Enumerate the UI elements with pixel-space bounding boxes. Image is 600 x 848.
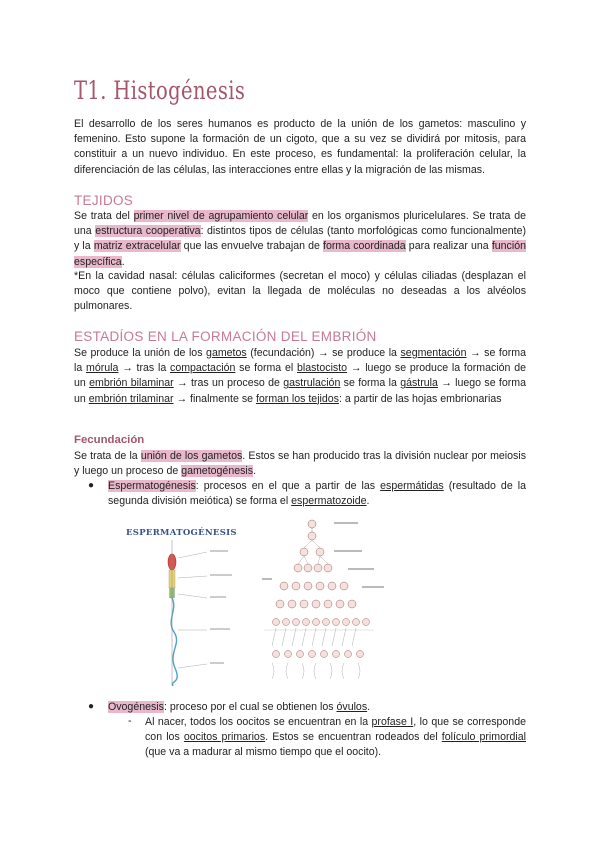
text-run: .: [253, 465, 257, 478]
text-run: → tras un proceso de: [173, 377, 284, 390]
underlined-term: mórula: [86, 362, 119, 375]
fecundacion-paragraph: [74, 449, 526, 479]
text-run: se forma el: [235, 362, 297, 375]
sperm-illustration: [168, 540, 232, 686]
text-run: que las envuelve trabajan de: [180, 240, 324, 253]
underlined-term: blastocisto: [297, 362, 348, 375]
text-run: → tras la: [118, 362, 171, 375]
highlight: Ovogénesis: [108, 701, 164, 713]
text-run: .: [121, 255, 125, 268]
intro-paragraph: El desarrollo de los seres humanos es producto de la unión de los gametos: masculino y femenino. Esto supone la formación de un cigoto, que a su vez se dividirá por mitosis, para constituir a un nuevo individuo. En este proceso, es fundamental: la proliferación celular, la diferenciación de las células, las interacciones entre ellas y la migración de las mismas.: [74, 118, 526, 176]
text-run: se forma la: [340, 377, 401, 390]
underlined-term: óvulos: [336, 701, 368, 713]
text-run: (resultado de la segunda división meiótica) se forma el: [108, 480, 527, 508]
highlight: Espermatogénesis: [108, 480, 196, 492]
text-run: , lo que se corresponde con los: [145, 716, 526, 744]
text-run: . Estos se han producido tras la división nuclear por meiosis y luego un proceso de: [74, 450, 526, 478]
spermatogenesis-figure: [112, 518, 412, 688]
cell-division-tree: [273, 520, 370, 658]
tejidos-paragraph: [74, 209, 526, 270]
underlined-term: oocitos primarios: [183, 731, 266, 744]
text-run: : proceso por el cual se obtienen los: [163, 701, 337, 713]
text-run: .: [367, 701, 371, 713]
section-heading-tejidos: TEJIDOS: [74, 193, 134, 208]
highlight: matriz extracelular: [93, 240, 181, 253]
text-run: → luego se produce la formación de un: [74, 362, 526, 390]
bullet-icon: ●: [88, 701, 95, 712]
dash-marker: -: [128, 715, 132, 727]
section-heading-estadios: ESTADÍOS EN LA FORMACIÓN DEL EMBRIÓN: [74, 329, 377, 344]
highlight: estructura cooperativa: [95, 225, 201, 238]
text-run: (que va a madurar al mismo tiempo que el oocito).: [145, 746, 382, 759]
highlight: función específica: [74, 240, 526, 268]
tejidos-note: *En la cavidad nasal: células caliciformes (secretan el moco) y células ciliadas (desplazan el moco que contiene polvo), evitan la llegada de moléculas no deseadas a los alvéolos pulmonares.: [74, 270, 526, 313]
highlight: gametogénesis: [181, 465, 254, 478]
text-run: → se forma la: [74, 347, 526, 375]
highlight: forma coordinada: [323, 240, 406, 253]
estadios-paragraph: [74, 346, 526, 407]
underlined-term: profase I: [371, 716, 414, 728]
text-run: Al nacer, todos los oocitos se encuentran en la: [145, 716, 372, 728]
text-run: . Estos se encuentran rodeados del: [265, 731, 442, 744]
text-run: Se trata del: [74, 210, 134, 222]
text-run: (fecundación) → se produce la: [246, 347, 401, 359]
underlined-term: gastrulación: [283, 377, 341, 390]
page-title: T1. Histogénesis: [74, 76, 246, 105]
underlined-term: folículo primordial: [441, 731, 526, 744]
underlined-term: espermátidas: [380, 480, 444, 492]
bullet-ovogenesis: [108, 700, 526, 715]
underlined-term: gástrula: [400, 377, 438, 390]
underlined-term: embrión bilaminar: [89, 377, 174, 390]
text-run: : procesos en el que a partir de las: [195, 480, 381, 492]
underlined-term: gametos: [206, 347, 247, 359]
text-run: en los organismos pluricelulares. Se trata de una: [74, 210, 526, 238]
underlined-term: forman los tejidos: [255, 392, 339, 405]
underlined-term: embrión trilaminar: [88, 392, 174, 405]
text-run: → luego se forma un: [74, 377, 526, 405]
text-run: Se produce la unión de los: [74, 347, 207, 359]
text-run: para realizar una: [405, 240, 492, 253]
bullet-espermatogenesis: [108, 479, 526, 509]
text-run: : a partir de las hojas embrionarias: [338, 392, 502, 405]
highlight: primer nivel de agrupamiento celular: [133, 210, 309, 222]
highlight: unión de los gametos: [140, 450, 243, 462]
text-run: .: [366, 495, 370, 508]
underlined-term: espermatozoide: [291, 495, 367, 508]
ovogenesis-subitem: [145, 715, 526, 761]
figure-title: ESPERMATOGÉNESIS: [126, 528, 237, 538]
section-heading-fecundacion: Fecundación: [74, 434, 145, 446]
text-run: → finalmente se: [173, 392, 256, 405]
text-run: : distintos tipos de células (tanto morfológicas como funcionalmente) y la: [74, 225, 526, 253]
underlined-term: segmentación: [400, 347, 467, 359]
text-run: Se trata de la: [74, 450, 141, 462]
bullet-icon: ●: [88, 480, 95, 491]
underlined-term: compactación: [170, 362, 236, 375]
tree-lines: [264, 540, 374, 679]
